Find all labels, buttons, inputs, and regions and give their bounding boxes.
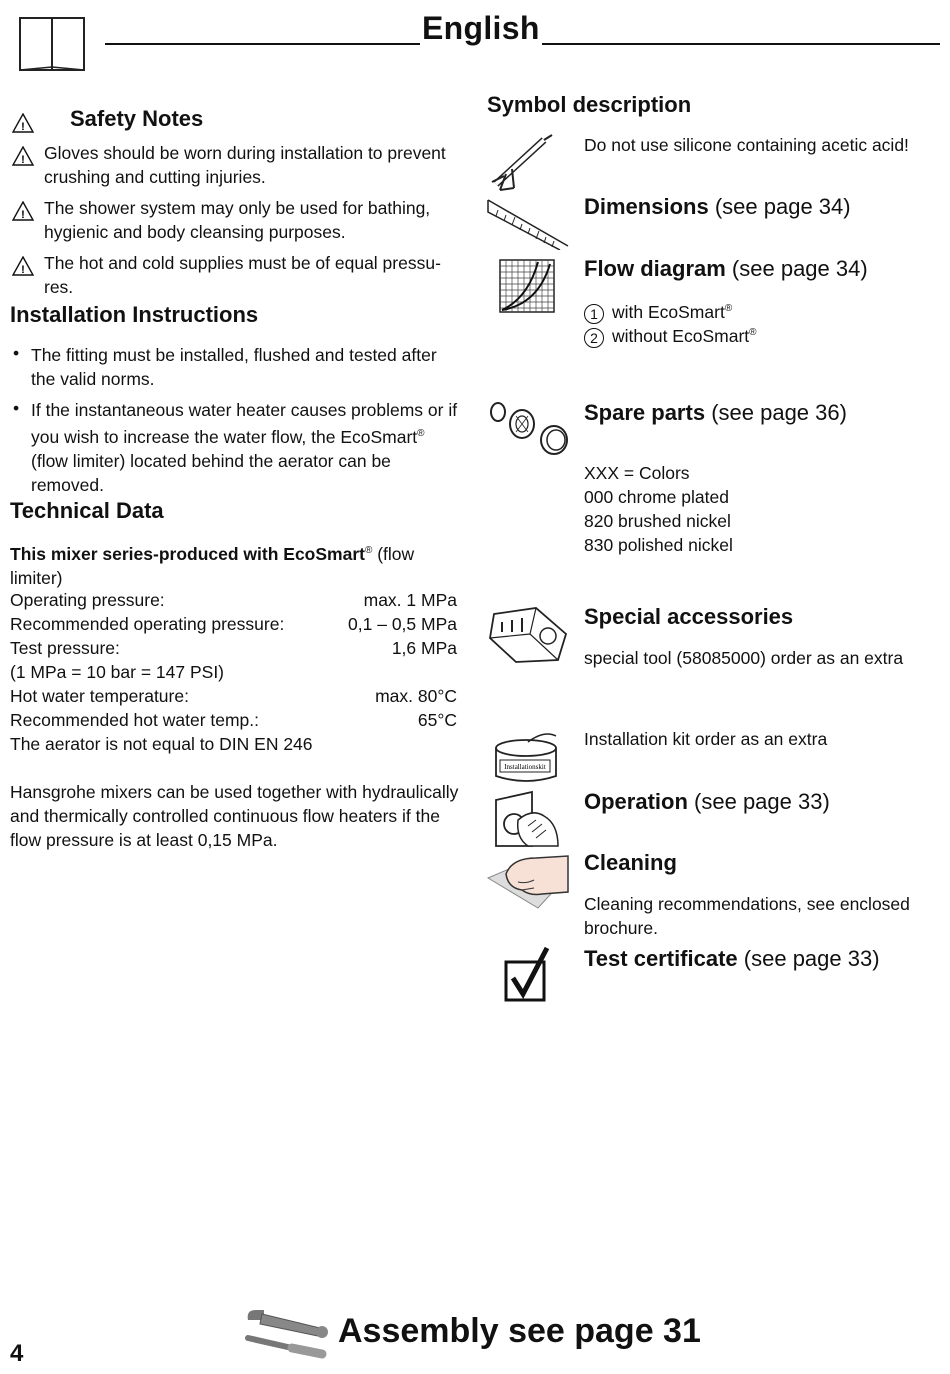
page-title: English xyxy=(422,10,540,46)
tech-label: Hot water temperature: xyxy=(10,686,189,706)
flow-without: without EcoSmart xyxy=(612,325,750,346)
installation-item-2-cont: (flow limiter) located behind the aerator can be removed. xyxy=(31,450,391,495)
tech-row xyxy=(10,684,457,708)
tech-value: 0,1 – 0,5 MPa xyxy=(348,614,457,634)
special-tool-icon xyxy=(486,604,572,666)
number-circle: 2 xyxy=(584,328,604,348)
warning-icon xyxy=(12,113,34,133)
tech-label: Recommended hot water temp.: xyxy=(10,710,260,730)
bullet: • xyxy=(13,398,20,418)
tech-row xyxy=(10,732,457,756)
registered-mark: ® xyxy=(417,428,425,439)
installation-item-2-text: If the instantaneous water heater causes problems or if you wish to increase the water flow, the EcoSmart xyxy=(31,400,458,447)
spare-color: 820 brushed nickel xyxy=(584,511,731,531)
special-title: Special accessories xyxy=(584,604,794,629)
operation-heading xyxy=(584,789,830,815)
warning-icon xyxy=(12,256,34,276)
flow-title: Flow diagram xyxy=(584,256,726,281)
certificate-heading xyxy=(584,946,880,972)
installation-item-1: The fitting must be installed, flushed and tested after the valid norms. xyxy=(31,345,437,389)
tech-value: 1,6 MPa xyxy=(391,638,457,658)
can-label: Installationskit xyxy=(504,763,546,771)
manual-book-icon xyxy=(17,15,87,78)
cleaning-heading xyxy=(584,850,677,876)
tech-label: Operating pressure: xyxy=(10,590,165,610)
cleaning-text: Cleaning recommendations, see enclosed brochure. xyxy=(584,894,910,938)
flow-ref: (see page 34) xyxy=(731,256,868,281)
spare-color: 830 polished nickel xyxy=(584,535,733,555)
flow-heading xyxy=(584,256,868,282)
technical-heading: Technical Data xyxy=(10,498,164,523)
tech-row xyxy=(10,660,457,684)
svg-text:!: ! xyxy=(21,209,25,221)
flow-diagram-icon xyxy=(498,258,556,314)
spare-title: Spare parts xyxy=(584,400,706,425)
svg-text:!: ! xyxy=(21,154,25,166)
flow-legend-2 xyxy=(584,321,757,348)
registered-mark: ® xyxy=(749,327,757,338)
operation-title: Operation xyxy=(584,789,688,814)
flow-legend-1 xyxy=(584,297,732,324)
installation-heading: Installation Instructions xyxy=(10,302,259,327)
svg-text:!: ! xyxy=(21,264,25,276)
technical-intro-rest: (flow limiter) xyxy=(10,543,415,588)
number-circle: 1 xyxy=(584,304,604,324)
spare-color: 000 chrome plated xyxy=(584,487,729,507)
cleaning-cloth-icon xyxy=(486,854,570,910)
tech-label: The aerator is not equal to DIN EN 246 xyxy=(10,734,313,754)
symbol-heading: Symbol description xyxy=(487,92,692,117)
kit-text: Installation kit order as an extra xyxy=(584,729,828,749)
cleaning-title: Cleaning xyxy=(584,850,677,875)
technical-intro xyxy=(10,539,470,590)
dimensions-ref: (see page 34) xyxy=(714,194,851,219)
silicone-warning: Do not use silicone containing acetic acid! xyxy=(584,135,909,155)
safety-heading: Safety Notes xyxy=(70,106,204,131)
technical-note: Hansgrohe mixers can be used together with hydraulically and thermically controlled continuous flow heaters if the flow pressure is at least 0,15 MPa. xyxy=(10,782,459,850)
dimensions-heading xyxy=(584,194,851,220)
spare-color: XXX = Colors xyxy=(584,463,690,483)
technical-intro-bold: This mixer series-produced with EcoSmart xyxy=(10,543,365,564)
checkbox-check-icon xyxy=(503,946,551,1004)
spare-ref: (see page 36) xyxy=(711,400,847,425)
operation-hand-icon xyxy=(492,790,564,848)
installation-kit-can-icon xyxy=(492,728,560,784)
tech-label: Recommended operating pressure: xyxy=(10,614,285,634)
tech-row xyxy=(10,612,457,636)
tech-value: max. 1 MPa xyxy=(363,590,457,610)
page-number: 4 xyxy=(10,1340,24,1367)
certificate-title: Test certificate xyxy=(584,946,738,971)
safety-note-2: The shower system may only be used for bathing, hygienic and body cleansing purposes. xyxy=(44,198,431,242)
wrench-screwdriver-icon xyxy=(242,1302,328,1360)
certificate-ref: (see page 33) xyxy=(743,946,880,971)
special-text: special tool (58085000) order as an extra xyxy=(584,648,904,668)
spare-heading xyxy=(584,400,847,426)
tech-row xyxy=(10,588,457,612)
dimensions-title: Dimensions xyxy=(584,194,709,219)
safety-note-3: The hot and cold supplies must be of equal pressu-res. xyxy=(44,253,441,297)
warning-icon xyxy=(12,146,34,166)
tech-label: (1 MPa = 10 bar = 147 PSI) xyxy=(10,662,225,682)
svg-text:!: ! xyxy=(21,121,25,133)
assembly-reference: Assembly see page 31 xyxy=(338,1312,701,1350)
tech-row xyxy=(10,636,457,660)
spare-parts-icon xyxy=(486,396,572,458)
tech-row xyxy=(10,708,457,732)
registered-mark: ® xyxy=(724,303,733,314)
dimensions-ruler-icon xyxy=(486,196,570,250)
registered-mark: ® xyxy=(364,545,373,556)
tech-value: max. 80°C xyxy=(375,686,457,706)
tech-label: Test pressure: xyxy=(10,638,120,658)
tech-value: 65°C xyxy=(417,710,457,730)
installation-item-2 xyxy=(31,398,461,497)
operation-ref: (see page 33) xyxy=(694,789,830,814)
warning-icon xyxy=(12,201,34,221)
special-heading xyxy=(584,604,793,630)
flow-with: with EcoSmart xyxy=(612,301,725,322)
bullet: • xyxy=(13,343,20,363)
silicone-gun-icon xyxy=(486,132,558,194)
safety-note-1: Gloves should be worn during installation to prevent crushing and cutting injuries. xyxy=(44,143,446,187)
